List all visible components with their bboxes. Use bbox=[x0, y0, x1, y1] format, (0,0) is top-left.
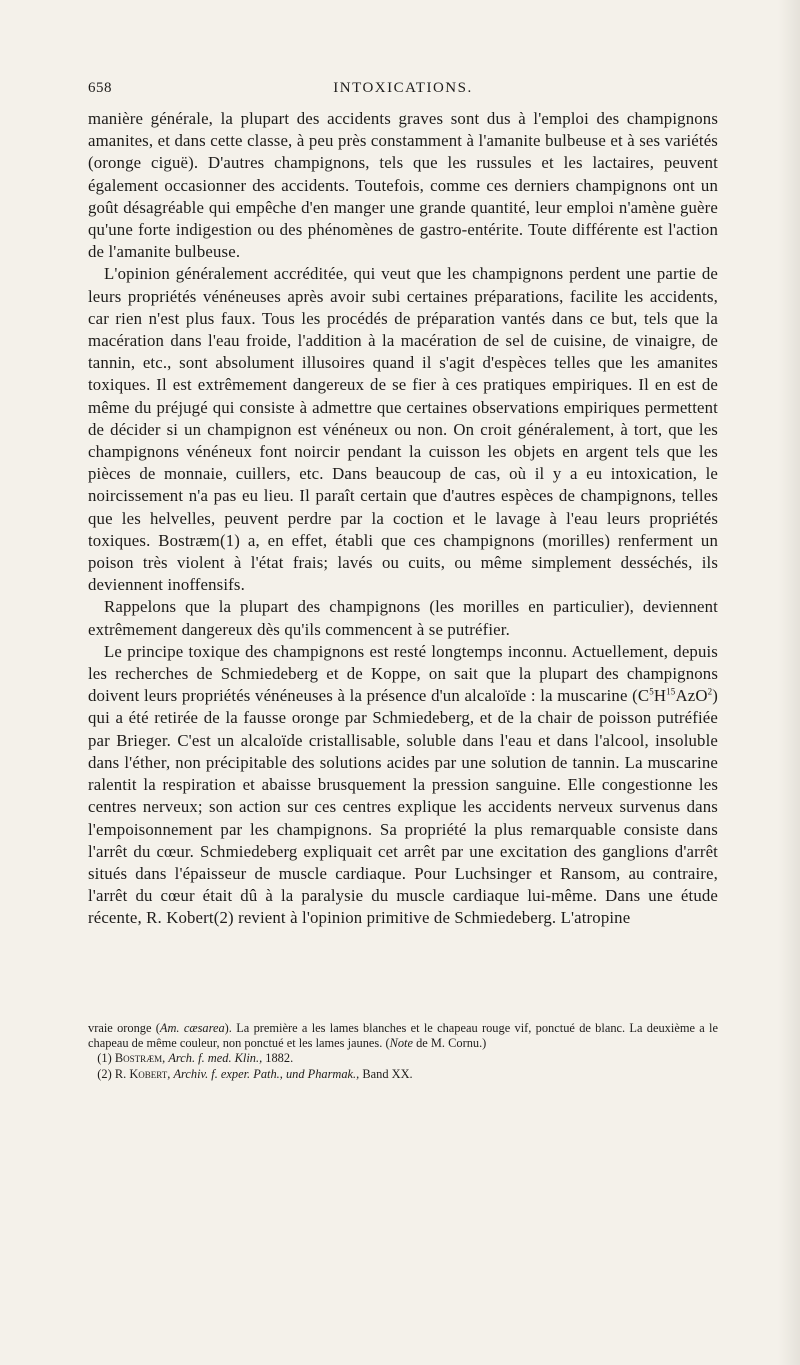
footnote-2-source: Archiv. f. exper. Path., und Pharmak., bbox=[173, 1066, 360, 1081]
page-number: 658 bbox=[88, 80, 112, 96]
footnote-cont-text-a: vraie oronge ( bbox=[88, 1021, 160, 1035]
footnote-cont-text-b: ). La première a les lames blanches et le chapeau rouge vif, ponctué de blanc. La deuxième a le chapeau de même couleur, non ponctué et les lames jaunes. ( bbox=[88, 1021, 718, 1051]
formula-sup-3: 2 bbox=[707, 686, 713, 697]
footnote-cont-italic: Am. cæsarea bbox=[159, 1021, 225, 1035]
footnote-2-author: R. Kobert, bbox=[114, 1066, 171, 1081]
footnote-1-author: Bostræm, bbox=[114, 1051, 166, 1066]
paragraph-2-text-b: a, en effet, établi que ces champignons (morilles) renferment un poison très violent à l'état frais; lavés ou cuits, ou même simplement desséchés, ils deviennent inoffensifs. bbox=[88, 530, 719, 595]
paragraph-4-text-d: ) qui a été retirée de la fausse oronge par Schmiedeberg, et de la chair de poisson putréfiée par Brieger. C'est un alcaloïde cristallisable, soluble dans l'eau et dans l'alcool, insoluble dans l'éther, non précipitable des solutions acides par une solution de tannin. La muscarine ralentit la respiration et abaisse brusquement la pression sanguine. Elle congestionne les centres nerveux; son action sur ces centres explique les accidents nerveux survenus dans l'empoisonnement par les champignons. Sa propriété la plus remarquable consiste dans l'arrêt du cœur. Schmiedeberg expliquait cet arrêt par une excitation des ganglions d'arrêt situés dans l'épaisseur de muscle cardiaque. Pour Luchsinger et Ransom, au contraire, l'arrêt du cœur était dû à la paralysie du muscle cardiaque lui-même. Dans une étude récente, R. Kobert bbox=[88, 686, 718, 928]
paragraph-4-text-a: Le principe toxique des champignons est resté longtemps inconnu. Actuellement, depuis les recherches de Schmiedeberg et de Koppe, on sait que la plupart des champignons doivent leurs propriétés vénéneuses à la présence d'un alcaloïde : la muscarine (C bbox=[88, 641, 718, 706]
paragraph-2-text-a: L'opinion généralement accréditée, qui veut que les champignons perdent une partie de leurs propriétés vénéneuses après avoir subi certaines préparations, facilite les accidents, car rien n'est plus faux. Tous les procédés de préparation vantés dans ce but, tels que la macération dans l'eau froide, l'addition à la macération de sel de cuisine, de vinaigre, de tannin, etc., sont absolument illusoires quand il s'agit d'espèces telles que les amanites toxiques. Il est extrêmement dangereux de se fier à ces pratiques empiriques. Il en est de même du préjugé qui consiste à admettre que certaines observations empiriques permettent de décider si un champignon est vénéneux ou non. On croit généralement, à tort, que les champignons vénéneux font noircir pendant la cuisson les objets en argent tels que les pièces de monnaie, cuillers, etc. Dans beaucoup de cas, où il y a eu intoxication, le noircissement n'a pas eu lieu. Il paraît certain que d'autres espèces de champignons, telles que les helvelles, peuvent perdre par la coction et le lavage à l'eau leurs propriétés toxiques. Bostræm bbox=[88, 264, 718, 550]
footnote-cont-text-c: de M. Cornu.) bbox=[413, 1036, 487, 1051]
footnote-ref-2: (2) bbox=[213, 908, 234, 928]
paragraph-1: manière générale, la plupart des accidents graves sont dus à l'emploi des champignons amanites, et dans cette classe, à peu près constamment à l'amanite bulbeuse et à ses variétés (oronge ciguë). D'autres champignons, tels que les russules et les lactaires, peuvent également occasionner des accidents. Toutefois, comme ces derniers champignons ont un goût désagréable qui empêche d'en manger une grande quantité, leur emploi n'amène guère qu'une forte indigestion ou des phénomènes de gastro-entérite. Toute différente est l'action de l'amanite bulbeuse. bbox=[88, 109, 718, 262]
footnotes bbox=[88, 1021, 718, 1082]
footnote-continuation bbox=[88, 1021, 718, 1051]
formula-sup-1: 5 bbox=[649, 686, 654, 697]
formula-sup-2: 15 bbox=[666, 686, 676, 697]
footnote-2-marker: (2) bbox=[97, 1066, 112, 1081]
paragraph-4-text-e: revient à l'opinion primitive de Schmiedeberg. L'atropine bbox=[233, 908, 631, 928]
paragraph-3: Rappelons que la plupart des champignons (les morilles en particulier), deviennent extrêmement dangereux dès qu'ils commencent à se putréfier. bbox=[88, 597, 718, 639]
footnote-1-year: 1882. bbox=[262, 1051, 294, 1066]
page-edge-shadow bbox=[778, 0, 800, 1365]
paragraph-4-text-c: AzO bbox=[675, 686, 708, 706]
paragraph-2 bbox=[88, 263, 718, 596]
body-text bbox=[88, 108, 718, 930]
footnote-1-source: Arch. f. med. Klin., bbox=[168, 1051, 263, 1066]
paragraph-4-text-b: H bbox=[653, 686, 667, 706]
footnote-cont-italic-2: Note bbox=[389, 1036, 413, 1051]
footnote-2-rest: Band XX. bbox=[359, 1066, 413, 1081]
footnote-ref-1: (1) bbox=[219, 530, 240, 550]
page-header bbox=[88, 80, 718, 106]
footnote-2 bbox=[88, 1067, 718, 1082]
running-title: INTOXICATIONS. bbox=[333, 80, 473, 96]
footnote-1-marker: (1) bbox=[97, 1051, 112, 1066]
paragraph-4 bbox=[88, 641, 718, 930]
footnote-1 bbox=[88, 1051, 718, 1066]
